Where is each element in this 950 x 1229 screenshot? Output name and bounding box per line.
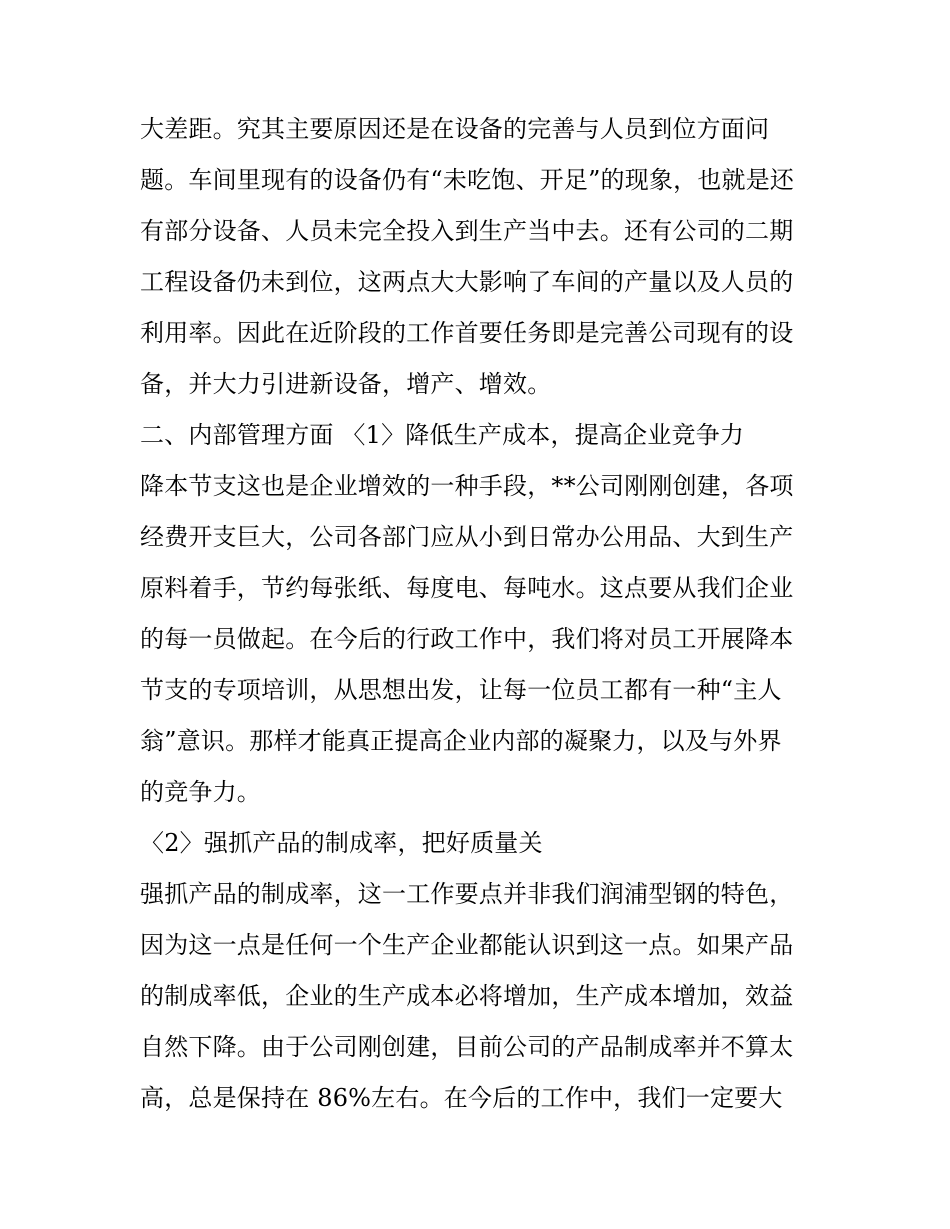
text-line-18: 的制成率低，企业的生产成本必将增加，生产成本增加，效益: [140, 982, 794, 1010]
text-line-10: 原料着手，节约每张纸、每度电、每吨水。这点要从我们企业: [140, 574, 794, 602]
text-line-19: 自然下降。由于公司刚创建，目前公司的产品制成率并不算太: [140, 1033, 794, 1061]
text-line-11: 的每一员做起。在今后的行政工作中，我们将对员工开展降本: [140, 625, 794, 653]
text-line-6: 备，并大力引进新设备，增产、增效。: [140, 370, 552, 398]
text-line-4: 工程设备仍未到位，这两点大大影响了车间的产量以及人员的: [140, 268, 794, 296]
text-line-1: 大差距。究其主要原因还是在设备的完善与人员到位方面问: [140, 115, 770, 143]
subsection-heading: 〈2〉强抓产品的制成率，把好质量关: [140, 829, 543, 857]
text-line-16: 强抓产品的制成率，这一工作要点并非我们润浦型钢的特色，: [140, 880, 794, 908]
text-line-8: 降本节支这也是企业增效的一种手段，**公司刚刚创建，各项: [140, 472, 794, 500]
document-page: [140, 104, 820, 1124]
section-heading: 二、内部管理方面 〈1〉降低生产成本，提高企业竞争力: [140, 421, 745, 449]
text-line-20: 高，总是保持在 86%左右。在今后的工作中，我们一定要大: [140, 1084, 783, 1112]
text-line-13: 翁”意识。那样才能真正提高企业内部的凝聚力，以及与外界: [140, 727, 782, 755]
text-line-9: 经费开支巨大，公司各部门应从小到日常办公用品、大到生产: [140, 523, 794, 551]
text-line-2: 题。车间里现有的设备仍有“未吃饱、开足”的现象，也就是还: [140, 166, 795, 194]
text-line-5: 利用率。因此在近阶段的工作首要任务即是完善公司现有的设: [140, 319, 794, 347]
text-line-17: 因为这一点是任何一个生产企业都能认识到这一点。如果产品: [140, 931, 794, 959]
text-line-3: 有部分设备、人员未完全投入到生产当中去。还有公司的二期: [140, 217, 794, 245]
text-line-12: 节支的专项培训，从思想出发，让每一位员工都有一种“主人: [140, 676, 782, 704]
text-line-14: 的竞争力。: [140, 778, 261, 806]
